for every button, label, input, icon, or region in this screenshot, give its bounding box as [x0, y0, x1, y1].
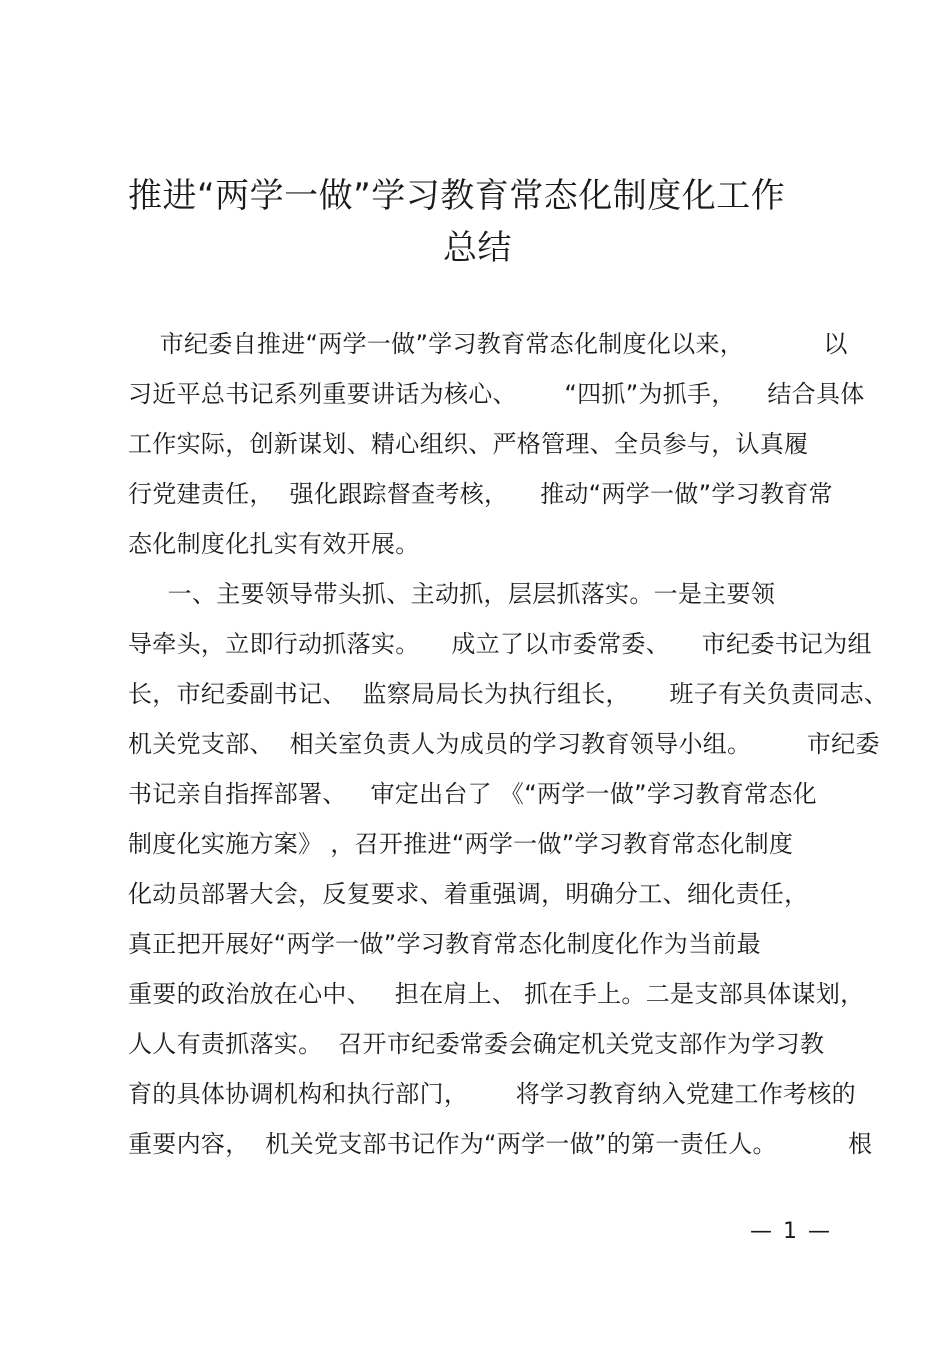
body-line: 育的具体协调机构和执行部门， 将学习教育纳入党建工作考核的 [128, 1080, 856, 1108]
document-title-line-1: 推进“两学一做”学习教育常态化制度化工作 [128, 176, 786, 216]
body-line: 一、主要领导带头抓、主动抓，层层抓落实。一是主要领 [128, 580, 776, 608]
page-number: — 1 — [750, 1219, 832, 1244]
body-line: 长，市纪委副书记、 监察局局长为执行组长， 班子有关负责同志、 [128, 680, 889, 708]
body-line: 制度化实施方案》 ，召开推进“两学一做”学习教育常态化制度 [128, 830, 794, 858]
body-line: 化动员部署大会，反复要求、着重强调，明确分工、细化责任， [128, 880, 809, 908]
body-line: 行党建责任， 强化跟踪督查考核， 推动“两学一做”学习教育常 [128, 480, 833, 508]
body-line: 人人有责抓落实。 召开市纪委常委会确定机关党支部作为学习教 [128, 1030, 825, 1058]
body-line: 真正把开展好“两学一做”学习教育常态化制度化作为当前最 [128, 930, 761, 958]
body-line: 工作实际，创新谋划、精心组织、严格管理、全员参与，认真履 [128, 430, 809, 458]
body-line: 重要的政治放在心中、 担在肩上、 抓在手上。二是支部具体谋划， [128, 980, 865, 1008]
body-line: 导牵头，立即行动抓落实。 成立了以市委常委、 市纪委书记为组 [128, 630, 872, 658]
body-line: 书记亲自指挥部署、 审定出台了 《“两学一做”学习教育常态化 [128, 780, 817, 808]
body-line: 机关党支部、 相关室负责人为成员的学习教育领导小组。 市纪委 [128, 730, 880, 758]
body-line: 习近平总书记系列重要讲话为核心、 “四抓”为抓手， 结合具体 [128, 380, 865, 408]
body-line: 市纪委自推进“两学一做”学习教育常态化制度化以来， 以 [128, 330, 848, 358]
body-line: 态化制度化扎实有效开展。 [128, 530, 420, 558]
document-title-line-2: 总结 [443, 228, 512, 268]
body-line: 重要内容， 机关党支部书记作为“两学一做”的第一责任人。 根 [128, 1130, 873, 1158]
